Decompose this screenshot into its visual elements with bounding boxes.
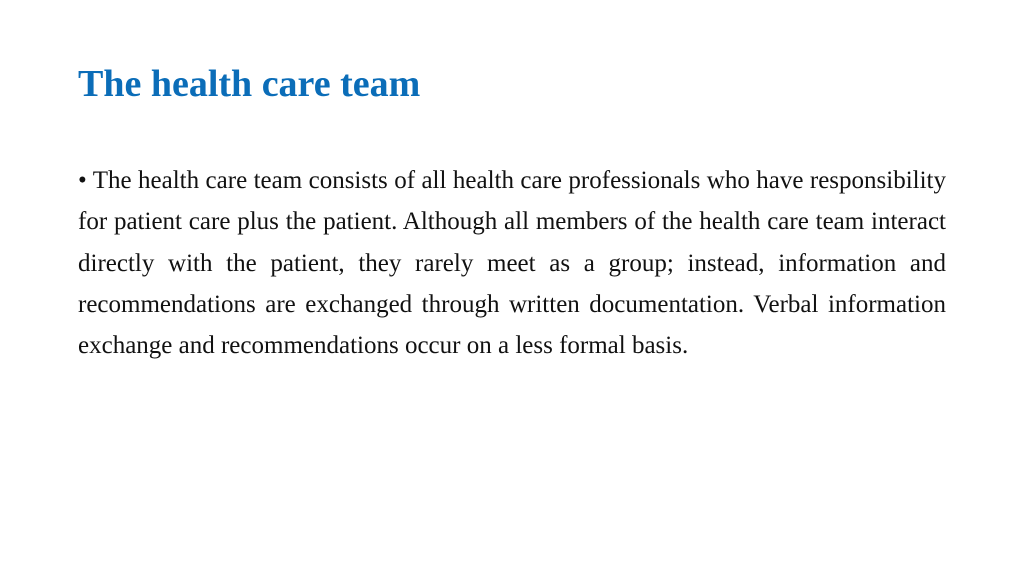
slide-title: The health care team bbox=[78, 63, 421, 105]
bullet-paragraph bbox=[78, 160, 946, 366]
paragraph-text: The health care team consists of all health care professionals who have responsibility for patient care plus the patient. Although all members of the health care team interact directly with the patient, they rarely meet as a group; instead, information and recommendations are exchanged through written documentation. Verbal information exchange and recommendations occur on a less formal basis. bbox=[78, 167, 946, 360]
bullet-marker: • bbox=[78, 167, 87, 194]
